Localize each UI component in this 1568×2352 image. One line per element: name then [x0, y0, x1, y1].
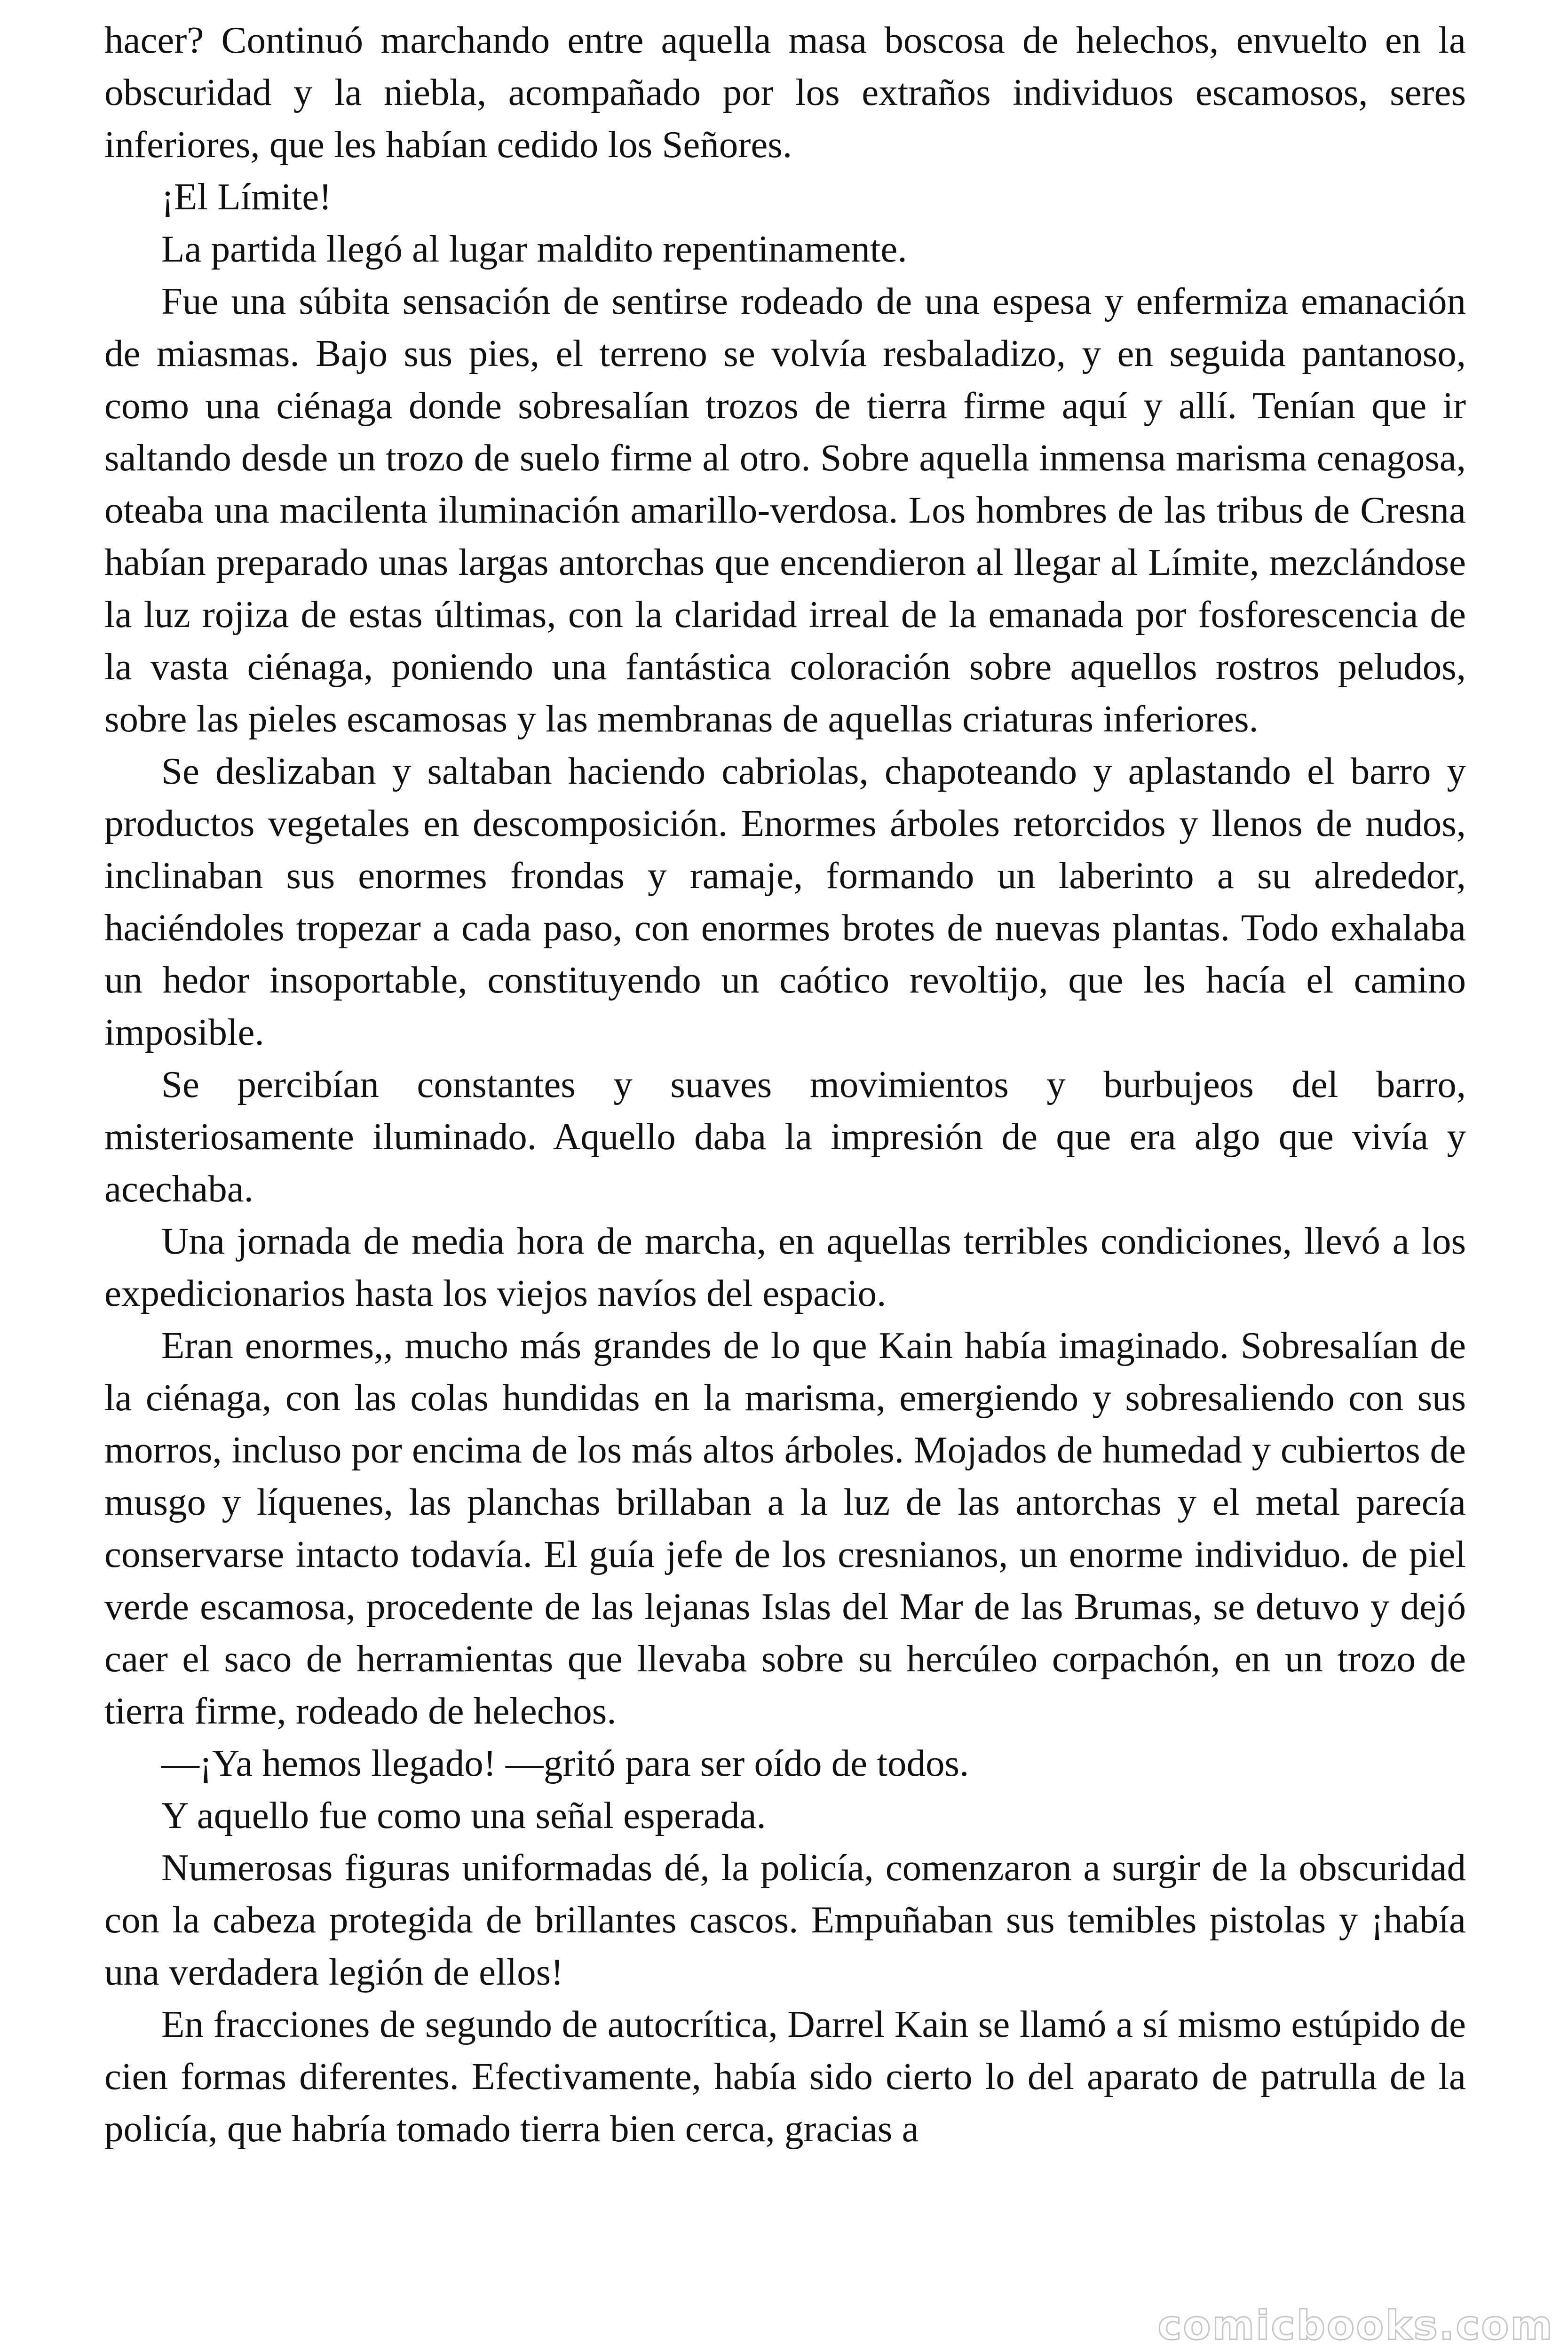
book-page-text: [104, 14, 1466, 2155]
paragraph-exclamation: ¡El Límite!: [161, 175, 332, 218]
paragraph: En fracciones de segundo de autocrítica, Darrel Kain se llamó a sí mismo estúpido de cien formas diferentes. Efectivamente, había sido cierto lo del aparato de patrulla de la policía, que habría tomado tierra bien cerca, gracias a: [104, 2003, 1466, 2150]
paragraph: Eran enormes,, mucho más grandes de lo que Kain había imaginado. Sobresalían de la ciénaga, con las colas hundidas en la marisma, emergiendo y sobresaliendo con sus morros, incluso por encima de los más altos árboles. Mojados de humedad y cubiertos de musgo y líquenes, las planchas brillaban a la luz de las antorchas y el metal parecía conservarse intacto todavía. El guía jefe de los cresnianos, un enorme individuo. de piel verde escamosa, procedente de las lejanas Islas del Mar de las Brumas, se detuvo y dejó caer el saco de herramientas que llevaba sobre su hercúleo corpachón, en un trozo de tierra firme, rodeado de helechos.: [104, 1324, 1466, 1732]
paragraph: Se percibían constantes y suaves movimientos y burbujeos del barro, misteriosamente iluminado. Aquello daba la impresión de que era algo que vivía y acechaba.: [104, 1063, 1466, 1210]
paragraph: Una jornada de media hora de marcha, en aquellas terribles condiciones, llevó a los expedicionarios hasta los viejos navíos del espacio.: [104, 1220, 1466, 1314]
paragraph: La partida llegó al lugar maldito repentinamente.: [161, 228, 907, 270]
watermark-logo: comicbooks.com: [1157, 2302, 1554, 2349]
paragraph: Y aquello fue como una señal esperada.: [161, 1794, 766, 1836]
paragraph: Numerosas figuras uniformadas dé, la policía, comenzaron a surgir de la obscuridad con la cabeza protegida de brillantes cascos. Empuñaban sus temibles pistolas y ¡había una verdadera legión de ellos!: [104, 1846, 1466, 1993]
dialogue-line: —¡Ya hemos llegado! —gritó para ser oído de todos.: [161, 1742, 969, 1784]
paragraph-continuation: hacer? Continuó marchando entre aquella masa boscosa de helechos, envuelto en la obscuridad y la niebla, acompañado por los extraños individuos escamosos, seres inferiores, que les habían cedido los Señores.: [104, 19, 1466, 166]
paragraph: Se deslizaban y saltaban haciendo cabriolas, chapoteando y aplastando el barro y productos vegetales en descomposición. Enormes árboles retorcidos y llenos de nudos, inclinaban sus enormes frondas y ramaje, formando un laberinto a su alrededor, haciéndoles tropezar a cada paso, con enormes brotes de nuevas plantas. Todo exhalaba un hedor insoportable, constituyendo un caótico revoltijo, que les hacía el camino imposible.: [104, 750, 1466, 1053]
paragraph: Fue una súbita sensación de sentirse rodeado de una espesa y enfermiza emanación de miasmas. Bajo sus pies, el terreno se volvía resbaladizo, y en seguida pantanoso, como una ciénaga donde sobresalían trozos de tierra firme aquí y allí. Tenían que ir saltando desde un trozo de suelo firme al otro. Sobre aquella inmensa marisma cenagosa, oteaba una macilenta iluminación amarillo-verdosa. Los hombres de las tribus de Cresna habían preparado unas largas antorchas que encendieron al llegar al Límite, mezclándose la luz rojiza de estas últimas, con la claridad irreal de la emanada por fosforescencia de la vasta ciénaga, poniendo una fantástica coloración sobre aquellos rostros peludos, sobre las pieles escamosas y las membranas de aquellas criaturas inferiores.: [104, 280, 1466, 740]
